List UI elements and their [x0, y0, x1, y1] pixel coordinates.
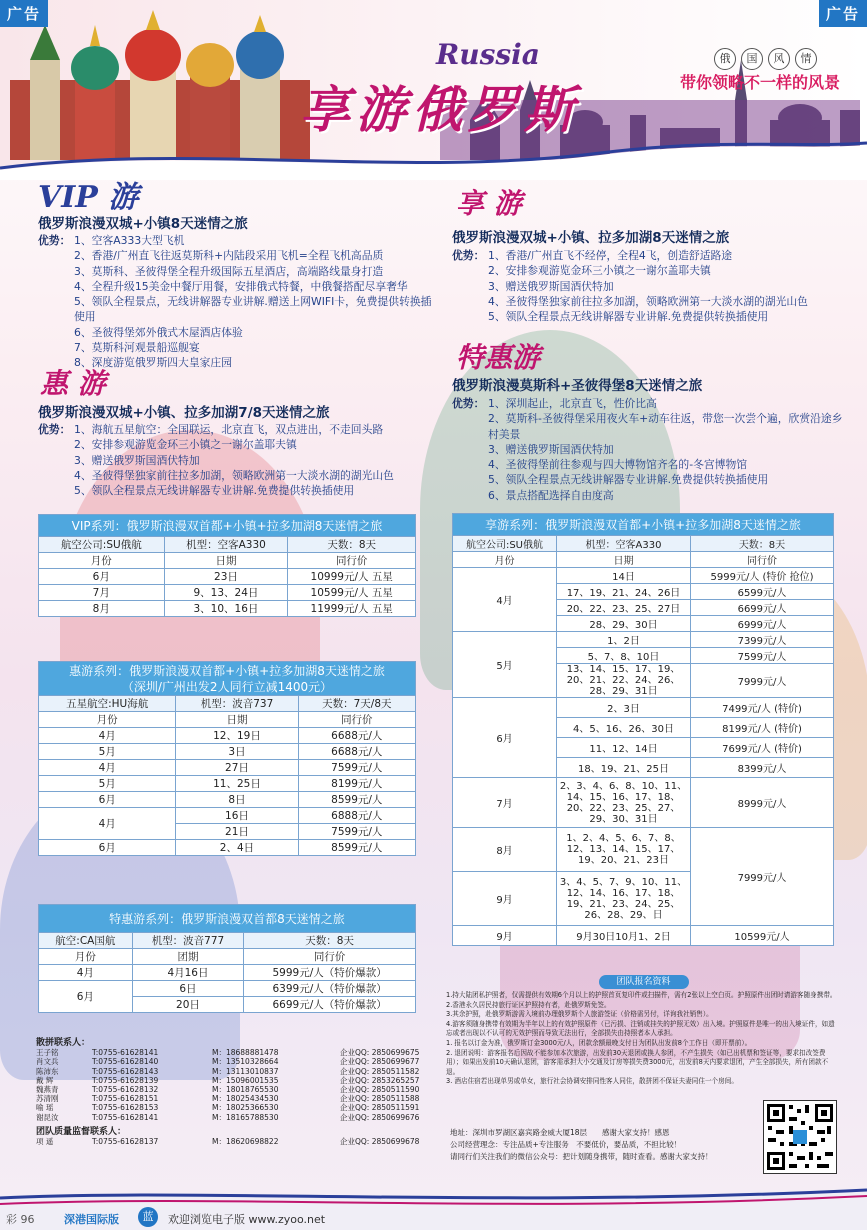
cell: 5月	[453, 632, 557, 698]
footer-wave	[0, 1186, 867, 1230]
contact-qq: 企业QQ: 2850699676	[340, 1112, 420, 1122]
table-plane: 机型：波音737	[176, 696, 298, 712]
adv-item: 5、领队全程景点无线讲解器专业讲解.免费提供转换插使用	[488, 310, 769, 324]
adv-item: 4、圣彼得堡独家前往拉多加湖，领略欧洲第一大淡水湖的湖光山色	[488, 294, 808, 308]
cell: 2、4日	[176, 840, 298, 856]
cell: 10599元/人	[691, 926, 834, 946]
cell: 4月	[39, 965, 133, 981]
adv-item: 3、莫斯科、圣彼得堡全程升级国际五星酒店，高端路线量身打造	[74, 264, 384, 278]
adv-item: 1、香港/广州直飞不经停，全程4飞，创造舒适路途	[488, 249, 733, 262]
table-row	[39, 760, 416, 776]
cell: 7599元/人	[298, 824, 415, 840]
col-header: 同行价	[244, 949, 416, 965]
table-days: 天数：8天	[288, 537, 416, 553]
adv-item: 4、圣彼得堡前往参观与四大博物馆齐名的-冬宫博物馆	[488, 458, 748, 472]
contact-row	[36, 1085, 436, 1094]
contact-qq: 企业QQ: 2850511588	[340, 1094, 420, 1104]
table-days: 天数：8天	[244, 933, 416, 949]
xiang-section-title: 享 游	[456, 187, 522, 220]
adv-item: 6、景点搭配选择自由度高	[488, 488, 614, 502]
cell: 5月	[39, 744, 176, 760]
table-title	[39, 662, 416, 696]
registration-notice	[446, 975, 841, 1087]
cell: 4、5、16、26、30日	[557, 718, 691, 738]
adv-item: 8、深度游览俄罗斯四大皇家庄园	[74, 356, 233, 370]
cell: 1、2、4、5、6、7、8、12、13、14、15、17、19、20、21、23日	[557, 828, 691, 872]
table-days: 天数：8天	[691, 536, 834, 552]
contact-mobile: M：13113010837	[212, 1066, 279, 1076]
cell: 9月	[453, 872, 557, 926]
contact-name: 谢昆汝	[36, 1112, 59, 1122]
contact-name: 戴 辉	[36, 1075, 54, 1085]
hui-route: 俄罗斯浪漫双城+小镇、拉多加湖7/8天迷情之旅	[38, 405, 330, 421]
hui-section-title: 惠 游	[40, 367, 106, 400]
table-row	[39, 569, 416, 585]
notice-line: 1.持大陆团私护照者，仅需提供有效期6个月以上的护照首页复印件或扫描件，需有2张以上空白页。护照原件出团时请游客随身携带。	[446, 991, 837, 999]
contact-row	[36, 1076, 436, 1085]
tehui-route: 俄罗斯浪漫莫斯科+圣彼得堡8天迷情之旅	[452, 378, 703, 394]
ad-label-left: 广告	[0, 0, 48, 27]
table-plane: 机型：波音777	[132, 933, 244, 949]
contact-tel: T:0755-61628141	[92, 1048, 159, 1058]
cell: 5、7、8、10日	[557, 648, 691, 664]
cell: 6日	[132, 981, 244, 997]
cell: 4月	[39, 808, 176, 840]
notice-line: 1. 报名以订金为准，俄罗斯订金3000元/人，团款余额最晚支付日为团队出发前8个工作日（即开票前）。	[446, 1038, 752, 1047]
table-subtitle: （深圳/广州出发2人同行立减1400元）	[121, 679, 333, 694]
cell: 4月	[39, 728, 176, 744]
hui-price-table	[38, 661, 416, 856]
contact-tel: T:0755-61628139	[92, 1075, 159, 1085]
cell: 14日	[557, 568, 691, 584]
contact-name: 肖文兵	[36, 1057, 59, 1067]
cell: 8月	[453, 828, 557, 872]
cell: 10599元/人 五星	[288, 585, 416, 601]
contact-qq: 企业QQ: 2853265257	[340, 1075, 420, 1085]
tehui-price-table	[38, 904, 416, 1013]
contact-mobile: M：13510328664	[212, 1057, 279, 1067]
xiang-price-table	[452, 513, 834, 946]
col-header: 同行价	[298, 712, 415, 728]
cell: 11、12、14日	[557, 738, 691, 758]
contact-row	[36, 1103, 436, 1112]
table-row	[453, 568, 834, 584]
cell: 7月	[453, 778, 557, 828]
cell: 8199元/人 (特价)	[691, 718, 834, 738]
contact-qq: 企业QQ: 2850511591	[340, 1103, 420, 1113]
slogan-char: 国	[741, 48, 763, 70]
quality-title: 团队质量监督联系人：	[36, 1126, 127, 1137]
table-row	[39, 840, 416, 856]
cell: 8599元/人	[298, 840, 415, 856]
header-slogan: 带你领略不一样的风景	[680, 73, 841, 92]
cell: 11、25日	[176, 776, 298, 792]
table-row	[39, 601, 416, 617]
company-info	[450, 1127, 750, 1163]
cell: 6399元/人（特价爆款）	[244, 981, 416, 997]
table-row	[453, 632, 834, 648]
contact-mobile: M：18620698822	[212, 1137, 279, 1147]
table-days: 天数：7天/8天	[298, 696, 415, 712]
table-row	[453, 926, 834, 946]
cell: 6688元/人	[298, 728, 415, 744]
ad-label-right: 广告	[819, 0, 867, 27]
cell: 4月	[39, 760, 176, 776]
table-row	[39, 792, 416, 808]
cell: 8日	[176, 792, 298, 808]
table-plane: 机型：空客A330	[164, 537, 288, 553]
cell: 11999元/人 五星	[288, 601, 416, 617]
contact-mobile: M：18165788530	[212, 1112, 279, 1122]
table-row	[453, 778, 834, 828]
cell: 9月30日10月1、2日	[557, 926, 691, 946]
contact-qq: 企业QQ: 2850699677	[340, 1057, 420, 1067]
contact-qq: 企业QQ: 2850699678	[340, 1137, 420, 1147]
vip-advantages	[38, 233, 438, 371]
header-title-main: 享游俄罗斯	[300, 80, 580, 139]
adv-item: 7、莫斯科河观景船巡舰宴	[74, 341, 200, 355]
contact-qq: 企业QQ: 2850511590	[340, 1085, 420, 1095]
cell: 28、29、30日	[557, 616, 691, 632]
table-airline: 航空公司:SU俄航	[39, 537, 165, 553]
contact-tel: T:0755-61628153	[92, 1103, 159, 1113]
qr-code-icon	[763, 1100, 837, 1174]
table-airline: 五星航空:HU海航	[39, 696, 176, 712]
contact-row	[36, 1057, 436, 1066]
cell: 16日	[176, 808, 298, 824]
adv-item: 3、赠送俄罗斯国酒伏特加	[74, 453, 200, 467]
cell: 18、19、21、25日	[557, 758, 691, 778]
cell: 20日	[132, 997, 244, 1013]
table-row	[453, 698, 834, 718]
notice-line: 3.其余护照，赴俄罗斯游需入境前办理俄罗斯个人旅游签证（价格需另付，详询我社销售）。	[446, 1010, 713, 1019]
contact-row	[36, 1113, 436, 1122]
contact-name: 项 遥	[36, 1137, 54, 1147]
col-header: 日期	[557, 552, 691, 568]
notice-line: 4.游客须随身携带有效期为半年以上的有效护照原件（已污损、注销或挂失的护照无效）出入境。护照原件是唯一的出入境证件，如遗忘或者出现以不认可的无效护照而导致无法出行，全部损失由持照者本人承担。	[446, 1019, 835, 1038]
cell: 10999元/人 五星	[288, 569, 416, 585]
cell: 8月	[39, 601, 165, 617]
cell: 9月	[453, 926, 557, 946]
cell: 8199元/人	[298, 776, 415, 792]
contact-row	[36, 1137, 436, 1146]
col-header: 同行价	[691, 552, 834, 568]
cell: 9、13、24日	[164, 585, 288, 601]
cell: 3、4、5、7、9、10、11、12、14、16、17、18、19、21、23、24、25、26、28、29、日	[557, 872, 691, 926]
adv-item: 6、圣彼得堡郊外俄式木屋酒店体验	[74, 325, 243, 339]
cell: 8999元/人	[691, 778, 834, 828]
adv-label: 优势：	[452, 249, 485, 262]
adv-item: 2、安排参观游览金环三小镇之一谢尔盖耶夫镇	[488, 264, 711, 278]
table-row	[39, 808, 416, 824]
cell: 6月	[39, 792, 176, 808]
table-row	[39, 776, 416, 792]
contacts-title: 散拼联系人：	[36, 1038, 91, 1048]
notice-line: 2. 退团说明：游客报名后因故不能参加本次旅游，出发前30天退团或换人参团，不产生损失（如已出机票和签证等，要求扣改签费用）；如果出发前10天确认退团，游客需承担大小交通及订房等损失费3000元，出发前8天内要求退团，产生全部损失，所有团款不退。	[446, 1048, 829, 1076]
cell: 4月16日	[132, 965, 244, 981]
vip-price-table	[38, 514, 416, 617]
table-plane: 机型：空客A330	[557, 536, 691, 552]
col-header: 日期	[176, 712, 298, 728]
cell: 6699元/人（特价爆款）	[244, 997, 416, 1013]
cell: 27日	[176, 760, 298, 776]
slogan-char: 风	[768, 48, 790, 70]
adv-item: 1、空客A333大型飞机	[74, 234, 185, 247]
cell: 2、3日	[557, 698, 691, 718]
cell: 2、3、4、6、8、10、11、14、15、16、17、18、20、22、23、25、27、29、30、31日	[557, 778, 691, 828]
company-philosophy: 公司经营理念：专注品质+专注服务 不要低价，要品质，不担比较！	[450, 1140, 682, 1149]
vip-section-title: VIP 游	[38, 180, 139, 215]
cell: 6599元/人	[691, 584, 834, 600]
table-title-text: 惠游系列：俄罗斯浪漫双首都+小镇+拉多加湖8天迷情之旅	[69, 663, 385, 678]
cell: 21日	[176, 824, 298, 840]
contact-row	[36, 1067, 436, 1076]
cell: 5999元/人（特价爆款）	[244, 965, 416, 981]
cell: 7399元/人	[691, 632, 834, 648]
contact-name: 魏燕青	[36, 1085, 59, 1095]
col-header: 月份	[39, 553, 165, 569]
cell: 7999元/人	[691, 828, 834, 926]
contact-name: 喻 瑶	[36, 1103, 54, 1113]
page-number: 彩 96	[6, 1213, 35, 1226]
col-header: 同行价	[288, 553, 416, 569]
col-header: 日期	[164, 553, 288, 569]
table-row	[39, 585, 416, 601]
table-airline: 航空:CA国航	[39, 933, 133, 949]
adv-item: 5、领队全程景点无线讲解器专业讲解.免费提供转换插使用	[488, 473, 769, 487]
cell: 6688元/人	[298, 744, 415, 760]
table-row	[39, 744, 416, 760]
contact-name: 苏清刚	[36, 1094, 59, 1104]
cell: 5999元/人 (特价 抢位)	[691, 568, 834, 584]
footer-site[interactable]: 欢迎浏览电子版 www.zyoo.net	[168, 1213, 326, 1226]
cell: 6999元/人	[691, 616, 834, 632]
table-row	[39, 981, 416, 997]
col-header: 月份	[39, 949, 133, 965]
header-title-russia: Russia	[436, 38, 540, 71]
company-follow: 请同行们关注我们的微信公众号：把计划随身携带，随时查看。感谢大家支持！	[450, 1152, 713, 1161]
table-row	[453, 828, 834, 872]
xiang-route: 俄罗斯浪漫双城+小镇、拉多加湖8天迷情之旅	[452, 230, 730, 246]
col-header: 月份	[453, 552, 557, 568]
notice-line: 3. 酒店住宿若出现单男或单女，旅行社会协调安排同性客人同住，散拼团不保证夫妻同住一个房间。	[446, 1077, 738, 1086]
cell: 3、10、16日	[164, 601, 288, 617]
cell: 7月	[39, 585, 165, 601]
hui-advantages	[38, 422, 438, 498]
cell: 5月	[39, 776, 176, 792]
cell: 7599元/人	[691, 648, 834, 664]
company-address: 地址：深圳市罗湖区嘉宾路金威大厦18层 感谢大家支持！感恩	[450, 1128, 670, 1137]
col-header: 月份	[39, 712, 176, 728]
notice-title: 团队报名资料	[599, 975, 689, 989]
cell: 13、14、15、17、19、20、21、22、24、26、28、29、31日	[557, 664, 691, 698]
notice-line: 2.香港永久居民持旅行证区护照持有者，赴俄罗斯免签。	[446, 1000, 611, 1009]
contact-tel: T:0755-61628140	[92, 1057, 159, 1067]
cell: 8599元/人	[298, 792, 415, 808]
adv-item: 2、香港/广州直飞往返莫斯科+内陆段采用飞机=全程飞机高品质	[74, 249, 384, 263]
header-slogan-chars	[714, 48, 817, 70]
cell: 8399元/人	[691, 758, 834, 778]
adv-item: 2、安排参观游览金环三小镇之一谢尔盖耶夫镇	[74, 438, 297, 452]
adv-label: 优势：	[38, 234, 71, 247]
table-title: 享游系列：俄罗斯浪漫双首都+小镇+拉多加湖8天迷情之旅	[453, 514, 834, 536]
cell: 3日	[176, 744, 298, 760]
cell: 4月	[453, 568, 557, 632]
cell: 6月	[453, 698, 557, 778]
cell: 7499元/人 (特价)	[691, 698, 834, 718]
table-airline: 航空公司:SU俄航	[453, 536, 557, 552]
contact-tel: T:0755-61628143	[92, 1066, 159, 1076]
contact-qq: 企业QQ: 2850699675	[340, 1048, 420, 1058]
contact-mobile: M：18688881478	[212, 1048, 279, 1058]
cell: 6月	[39, 840, 176, 856]
contact-name: 陈沛东	[36, 1066, 59, 1076]
footer-brand: 深港国际版	[64, 1213, 119, 1226]
table-title: VIP系列：俄罗斯浪漫双首都+小镇+拉多加湖8天迷情之旅	[39, 515, 416, 537]
col-header: 团期	[132, 949, 244, 965]
adv-item: 5、领队全程景点无线讲解器专业讲解.免费提供转换插使用	[74, 484, 355, 498]
cell: 23日	[164, 569, 288, 585]
adv-label: 优势：	[38, 423, 71, 436]
cell: 20、22、23、25、27日	[557, 600, 691, 616]
contacts-block	[36, 1039, 436, 1146]
adv-item: 3、赠送俄罗斯国酒伏特加	[488, 442, 614, 456]
contact-mobile: M：15096001535	[212, 1075, 279, 1085]
cell: 7599元/人	[298, 760, 415, 776]
contact-tel: T:0755-61628141	[92, 1112, 159, 1122]
cell: 6888元/人	[298, 808, 415, 824]
slogan-char: 俄	[714, 48, 736, 70]
contact-mobile: M：18025366530	[212, 1103, 279, 1113]
contact-tel: T:0755-61628151	[92, 1094, 159, 1104]
adv-item: 1、海航五星航空：全国联运，北京直飞，双点进出，不走回头路	[74, 423, 384, 436]
contact-mobile: M：18025434530	[212, 1094, 279, 1104]
vip-route: 俄罗斯浪漫双城+小镇8天迷情之旅	[38, 216, 248, 232]
adv-item: 5、领队全程景点，无线讲解器专业讲解.赠送上网WIFI卡，免费提供转换插使用	[74, 295, 432, 324]
slogan-char: 情	[795, 48, 817, 70]
contact-name: 王子铭	[36, 1048, 59, 1058]
cell: 6月	[39, 569, 165, 585]
table-row	[39, 965, 416, 981]
adv-label: 优势：	[452, 397, 485, 410]
adv-item: 4、圣彼得堡独家前往拉多加湖，领略欧洲第一大淡水湖的湖光山色	[74, 468, 394, 482]
cell: 7699元/人 (特价)	[691, 738, 834, 758]
contact-qq: 企业QQ: 2850511582	[340, 1066, 420, 1076]
contact-mobile: M：18018765530	[212, 1085, 279, 1095]
adv-item: 4、全程升级15美金中餐厅用餐，安排俄式特餐，中俄餐搭配尽享奢华	[74, 279, 408, 293]
contact-tel: T:0755-61628132	[92, 1085, 159, 1095]
adv-item: 2、莫斯科-圣彼得堡采用夜火车+动车往返，带您一次尝个遍，欣赏沿途乡村美景	[488, 412, 843, 441]
adv-item: 3、赠送俄罗斯国酒伏特加	[488, 279, 614, 293]
cell: 1、2日	[557, 632, 691, 648]
tehui-advantages	[452, 396, 847, 503]
cell: 17、19、21、24、26日	[557, 584, 691, 600]
table-row	[39, 728, 416, 744]
contact-tel: T:0755-61628137	[92, 1137, 159, 1147]
brand-logo-icon: 蓝	[138, 1207, 158, 1227]
cell: 6699元/人	[691, 600, 834, 616]
tehui-section-title: 特惠游	[456, 341, 541, 374]
cell: 12、19日	[176, 728, 298, 744]
adv-item: 1、深圳起止，北京直飞，性价比高	[488, 397, 657, 410]
table-title: 特惠游系列：俄罗斯浪漫双首都8天迷情之旅	[39, 905, 416, 933]
xiang-advantages	[452, 248, 852, 324]
cell: 7999元/人	[691, 664, 834, 698]
cell: 6月	[39, 981, 133, 1013]
